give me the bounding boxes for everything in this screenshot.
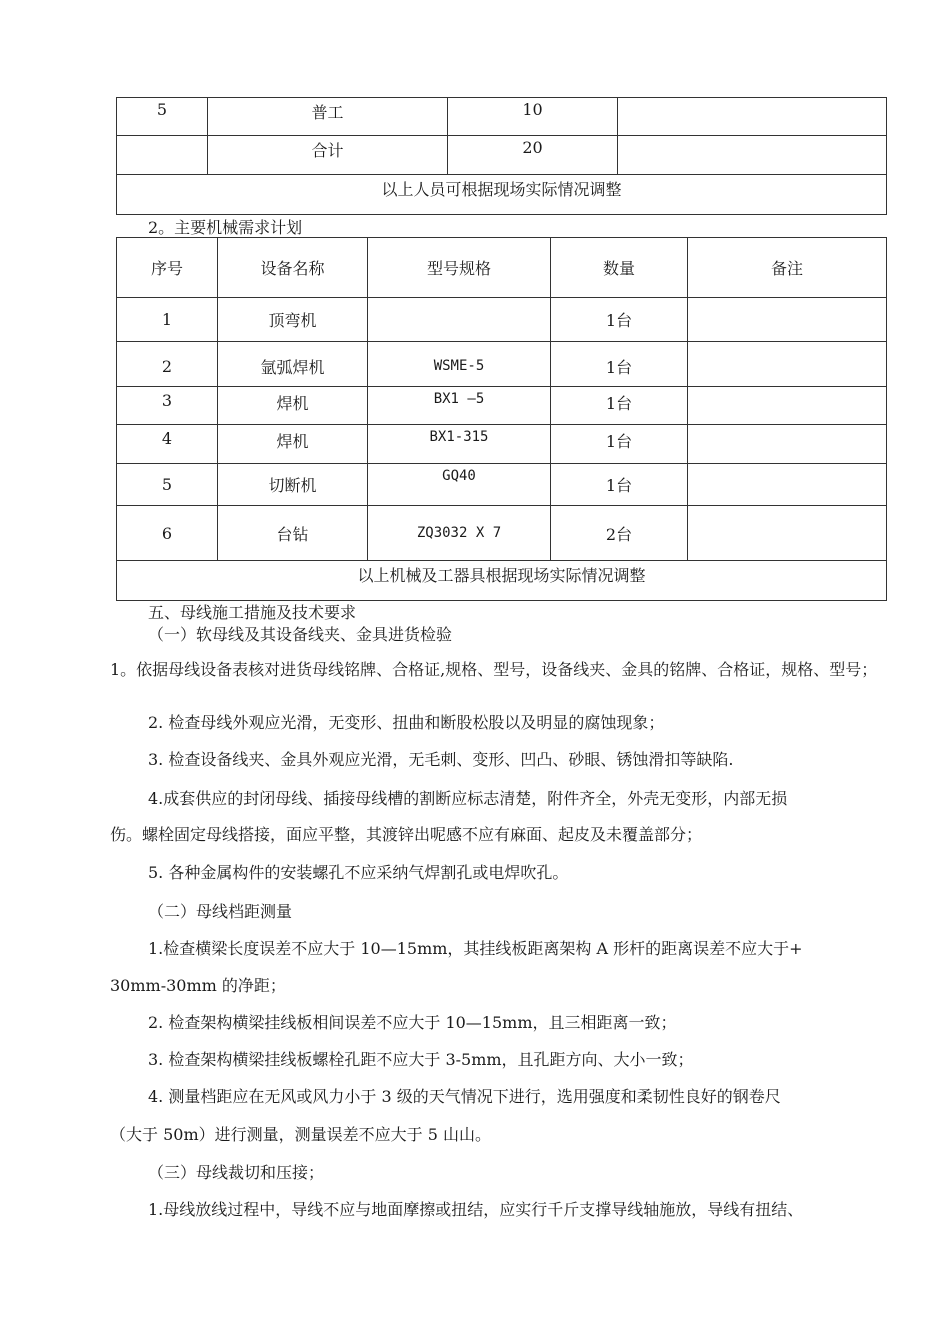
section-2-title: 2。主要机械需求计划 xyxy=(148,218,303,237)
staff-count: 10 xyxy=(448,98,618,136)
table-row xyxy=(117,425,887,464)
paragraph: 5. 各种金属构件的安装螺孔不应采纳气焊割孔或电焊吹孔。 xyxy=(148,863,569,882)
paragraph: 4.成套供应的封闭母线、插接母线槽的割断应标志清楚，附件齐全，外壳无变形，内部无损 xyxy=(148,789,788,808)
staff-type: 合计 xyxy=(208,136,448,175)
staff-table xyxy=(116,97,887,215)
machine-qty: 2台 xyxy=(551,506,688,561)
paragraph: 2. 检查架构横梁挂线板相间误差不应大于 10—15mm，且三相距离一致； xyxy=(148,1013,677,1032)
subsection-3-title: （三）母线裁切和压接； xyxy=(148,1163,325,1182)
machine-name: 台钻 xyxy=(218,506,368,561)
table-row xyxy=(117,98,887,136)
machine-note xyxy=(688,298,887,342)
machine-model: GQ40 xyxy=(368,464,551,506)
machine-no: 3 xyxy=(117,387,218,425)
paragraph: 4. 测量档距应在无风或风力小于 3 级的天气情况下进行，选用强度和柔韧性良好的钢卷尺 xyxy=(148,1087,781,1106)
paragraph: （大于 50m）进行测量，测量误差不应大于 5 山山。 xyxy=(110,1125,491,1144)
machine-no: 6 xyxy=(117,506,218,561)
table-row xyxy=(117,387,887,425)
paragraph: 1。依据母线设备表核对进货母线铭牌、合格证,规格、型号，设备线夹、金具的铭牌、合格证，规格、型号； xyxy=(110,660,878,679)
staff-no: 5 xyxy=(117,98,208,136)
machine-note xyxy=(688,342,887,387)
staff-no xyxy=(117,136,208,175)
staff-count: 20 xyxy=(448,136,618,175)
subsection-2-title: （二）母线档距测量 xyxy=(148,902,293,921)
header-no: 序号 xyxy=(117,238,218,298)
paragraph: 30mm-30mm 的净距； xyxy=(110,976,286,995)
paragraph: 1.检查横梁长度误差不应大于 10—15mm，其挂线板距离架构 A 形杆的距离误差不应大于+ xyxy=(148,939,803,958)
machine-table xyxy=(116,237,887,601)
paragraph: 3. 检查架构横梁挂线板螺栓孔距不应大于 3-5mm，且孔距方向、大小一致； xyxy=(148,1050,694,1069)
machine-qty: 1台 xyxy=(551,298,688,342)
machine-no: 5 xyxy=(117,464,218,506)
machine-no: 4 xyxy=(117,425,218,464)
table-row xyxy=(117,175,887,215)
table-row xyxy=(117,561,887,601)
machine-no: 2 xyxy=(117,342,218,387)
machine-name: 顶弯机 xyxy=(218,298,368,342)
machine-model: BX1-315 xyxy=(368,425,551,464)
paragraph: 3. 检查设备线夹、金具外观应光滑，无毛刺、变形、凹凸、砂眼、锈蚀滑扣等缺陷. xyxy=(148,750,734,769)
machine-name: 焊机 xyxy=(218,387,368,425)
machine-note xyxy=(688,387,887,425)
table-row xyxy=(117,342,887,387)
subsection-1-title: （一）软母线及其设备线夹、金具进货检验 xyxy=(148,625,453,644)
staff-footnote: 以上人员可根据现场实际情况调整 xyxy=(117,175,887,215)
machine-model xyxy=(368,298,551,342)
machine-note xyxy=(688,425,887,464)
machine-model: BX1 —5 xyxy=(368,387,551,425)
machine-qty: 1台 xyxy=(551,342,688,387)
staff-note xyxy=(618,98,887,136)
paragraph: 2. 检查母线外观应光滑，无变形、扭曲和断股松股以及明显的腐蚀现象； xyxy=(148,713,665,732)
table-row xyxy=(117,136,887,175)
table-row xyxy=(117,298,887,342)
header-name: 设备名称 xyxy=(218,238,368,298)
paragraph: 伤。螺栓固定母线搭接，面应平整，其渡锌出呢感不应有麻面、起皮及未覆盖部分； xyxy=(110,825,703,844)
header-qty: 数量 xyxy=(551,238,688,298)
staff-type: 普工 xyxy=(208,98,448,136)
machine-name: 焊机 xyxy=(218,425,368,464)
section-5-title: 五、母线施工措施及技术要求 xyxy=(148,603,357,622)
machine-model: WSME-5 xyxy=(368,342,551,387)
machine-note xyxy=(688,464,887,506)
machine-model: ZQ3032 X 7 xyxy=(368,506,551,561)
machine-qty: 1台 xyxy=(551,425,688,464)
machine-qty: 1台 xyxy=(551,464,688,506)
table-header-row xyxy=(117,238,887,298)
machine-name: 切断机 xyxy=(218,464,368,506)
machine-note xyxy=(688,506,887,561)
paragraph: 1.母线放线过程中，导线不应与地面摩擦或扭结，应实行千斤支撑导线轴施放，导线有扭结、 xyxy=(148,1200,804,1219)
machine-name: 氩弧焊机 xyxy=(218,342,368,387)
machine-qty: 1台 xyxy=(551,387,688,425)
header-note: 备注 xyxy=(688,238,887,298)
table-row xyxy=(117,506,887,561)
machine-footnote: 以上机械及工器具根据现场实际情况调整 xyxy=(117,561,887,601)
machine-no: 1 xyxy=(117,298,218,342)
staff-note xyxy=(618,136,887,175)
table-row xyxy=(117,464,887,506)
header-model: 型号规格 xyxy=(368,238,551,298)
